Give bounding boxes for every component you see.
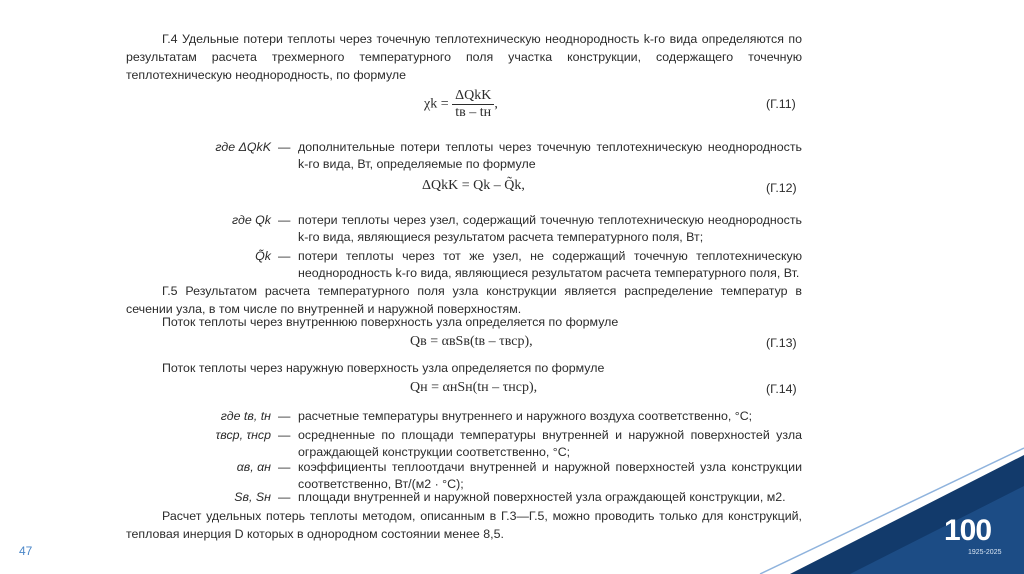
definition-dash: —	[278, 490, 291, 504]
formula-number-g11: (Г.11)	[766, 97, 796, 111]
definition-dash: —	[278, 409, 291, 423]
formula-g11-numerator: ΔQkK	[452, 88, 494, 105]
definition-text: расчетные температуры внутреннего и наружного воздуха соответственно, °С;	[298, 409, 753, 423]
formula-g13: Qв = αвSв(tв – τвср),	[410, 334, 533, 349]
definition-text: осредненные по площади температуры внутренней и наружной поверхностей узла ограждающей конструкции соответственно, °С;	[298, 428, 802, 459]
anniversary-logo-years: 1925-2025	[968, 549, 1002, 556]
formula-g12: ΔQkK = Qk – Q̃k,	[422, 178, 525, 193]
paragraph-inner-flow-text: Поток теплоты через внутреннюю поверхность узла определяется по формуле	[162, 315, 619, 329]
definition-text: потери теплоты через узел, содержащий точечную теплотехническую неоднородность k-го вида, являющиеся результатом расчета температурного поля, Вт;	[298, 213, 802, 244]
definition-text: дополнительные потери теплоты через точечную теплотехническую неоднородность k-го вида, Вт, определяемые по формуле	[298, 140, 802, 171]
paragraph-outer-flow-text: Поток теплоты через наружную поверхность узла определяется по формуле	[162, 361, 605, 375]
formula-g11-tail: ,	[494, 96, 498, 112]
formula-number-g14: (Г.14)	[766, 382, 797, 396]
definition-text: коэффициенты теплоотдачи внутренней и наружной поверхностей узла конструкции соответственно, Вт/(м2 · °С);	[298, 460, 802, 491]
formula-number-g13: (Г.13)	[766, 336, 797, 350]
definition-symbol: Q̃k	[255, 249, 271, 263]
definition-dash: —	[278, 428, 291, 442]
definition-text: потери теплоты через тот же узел, не содержащий точечную теплотехническую неоднородность k-го вида, являющиеся результатом расчета температурного поля, Вт.	[298, 249, 802, 280]
definition-symbol: где ΔQkK	[215, 140, 271, 154]
formula-number-g12: (Г.12)	[766, 181, 797, 195]
definition-symbol: где tв, tн	[220, 409, 271, 423]
anniversary-logo: 100	[944, 514, 992, 547]
definition-dash: —	[278, 249, 291, 263]
definition-symbol: τвср, τнср	[215, 428, 271, 442]
definition-symbol: Sв, Sн	[234, 490, 271, 504]
formula-g11-lhs: χk =	[424, 96, 449, 112]
definition-dash: —	[278, 140, 291, 154]
paragraph-g5-text: Г.5 Результатом расчета температурного поля узла конструкции является распределение температур в сечении узла, в том числе по внутренней и наружной поверхностям.	[126, 284, 802, 316]
formula-g14: Qн = αнSн(tн – τнср),	[410, 380, 538, 395]
definition-dash: —	[278, 460, 291, 474]
definition-dash: —	[278, 213, 291, 227]
page-number: 47	[19, 544, 33, 558]
paragraph-final-text: Расчет удельных потерь теплоты методом, описанным в Г.3—Г.5, можно проводить только для конструкций, тепловая инерция D которых в однородном состоянии менее 8,5.	[126, 509, 802, 541]
definition-text: площади внутренней и наружной поверхностей узла ограждающей конструкции, м2.	[298, 490, 786, 504]
paragraph-g4-text: Г.4 Удельные потери теплоты через точечную теплотехническую неоднородность k-го вида определяются по результатам расчета трехмерного температурного поля участка конструкции, содержащего точечную теплотехническую неоднородность, по формуле	[126, 32, 802, 82]
definition-symbol: где Qk	[232, 213, 271, 227]
formula-g11-denominator: tв – tн	[455, 105, 492, 120]
definition-symbol: αв, αн	[236, 460, 271, 474]
